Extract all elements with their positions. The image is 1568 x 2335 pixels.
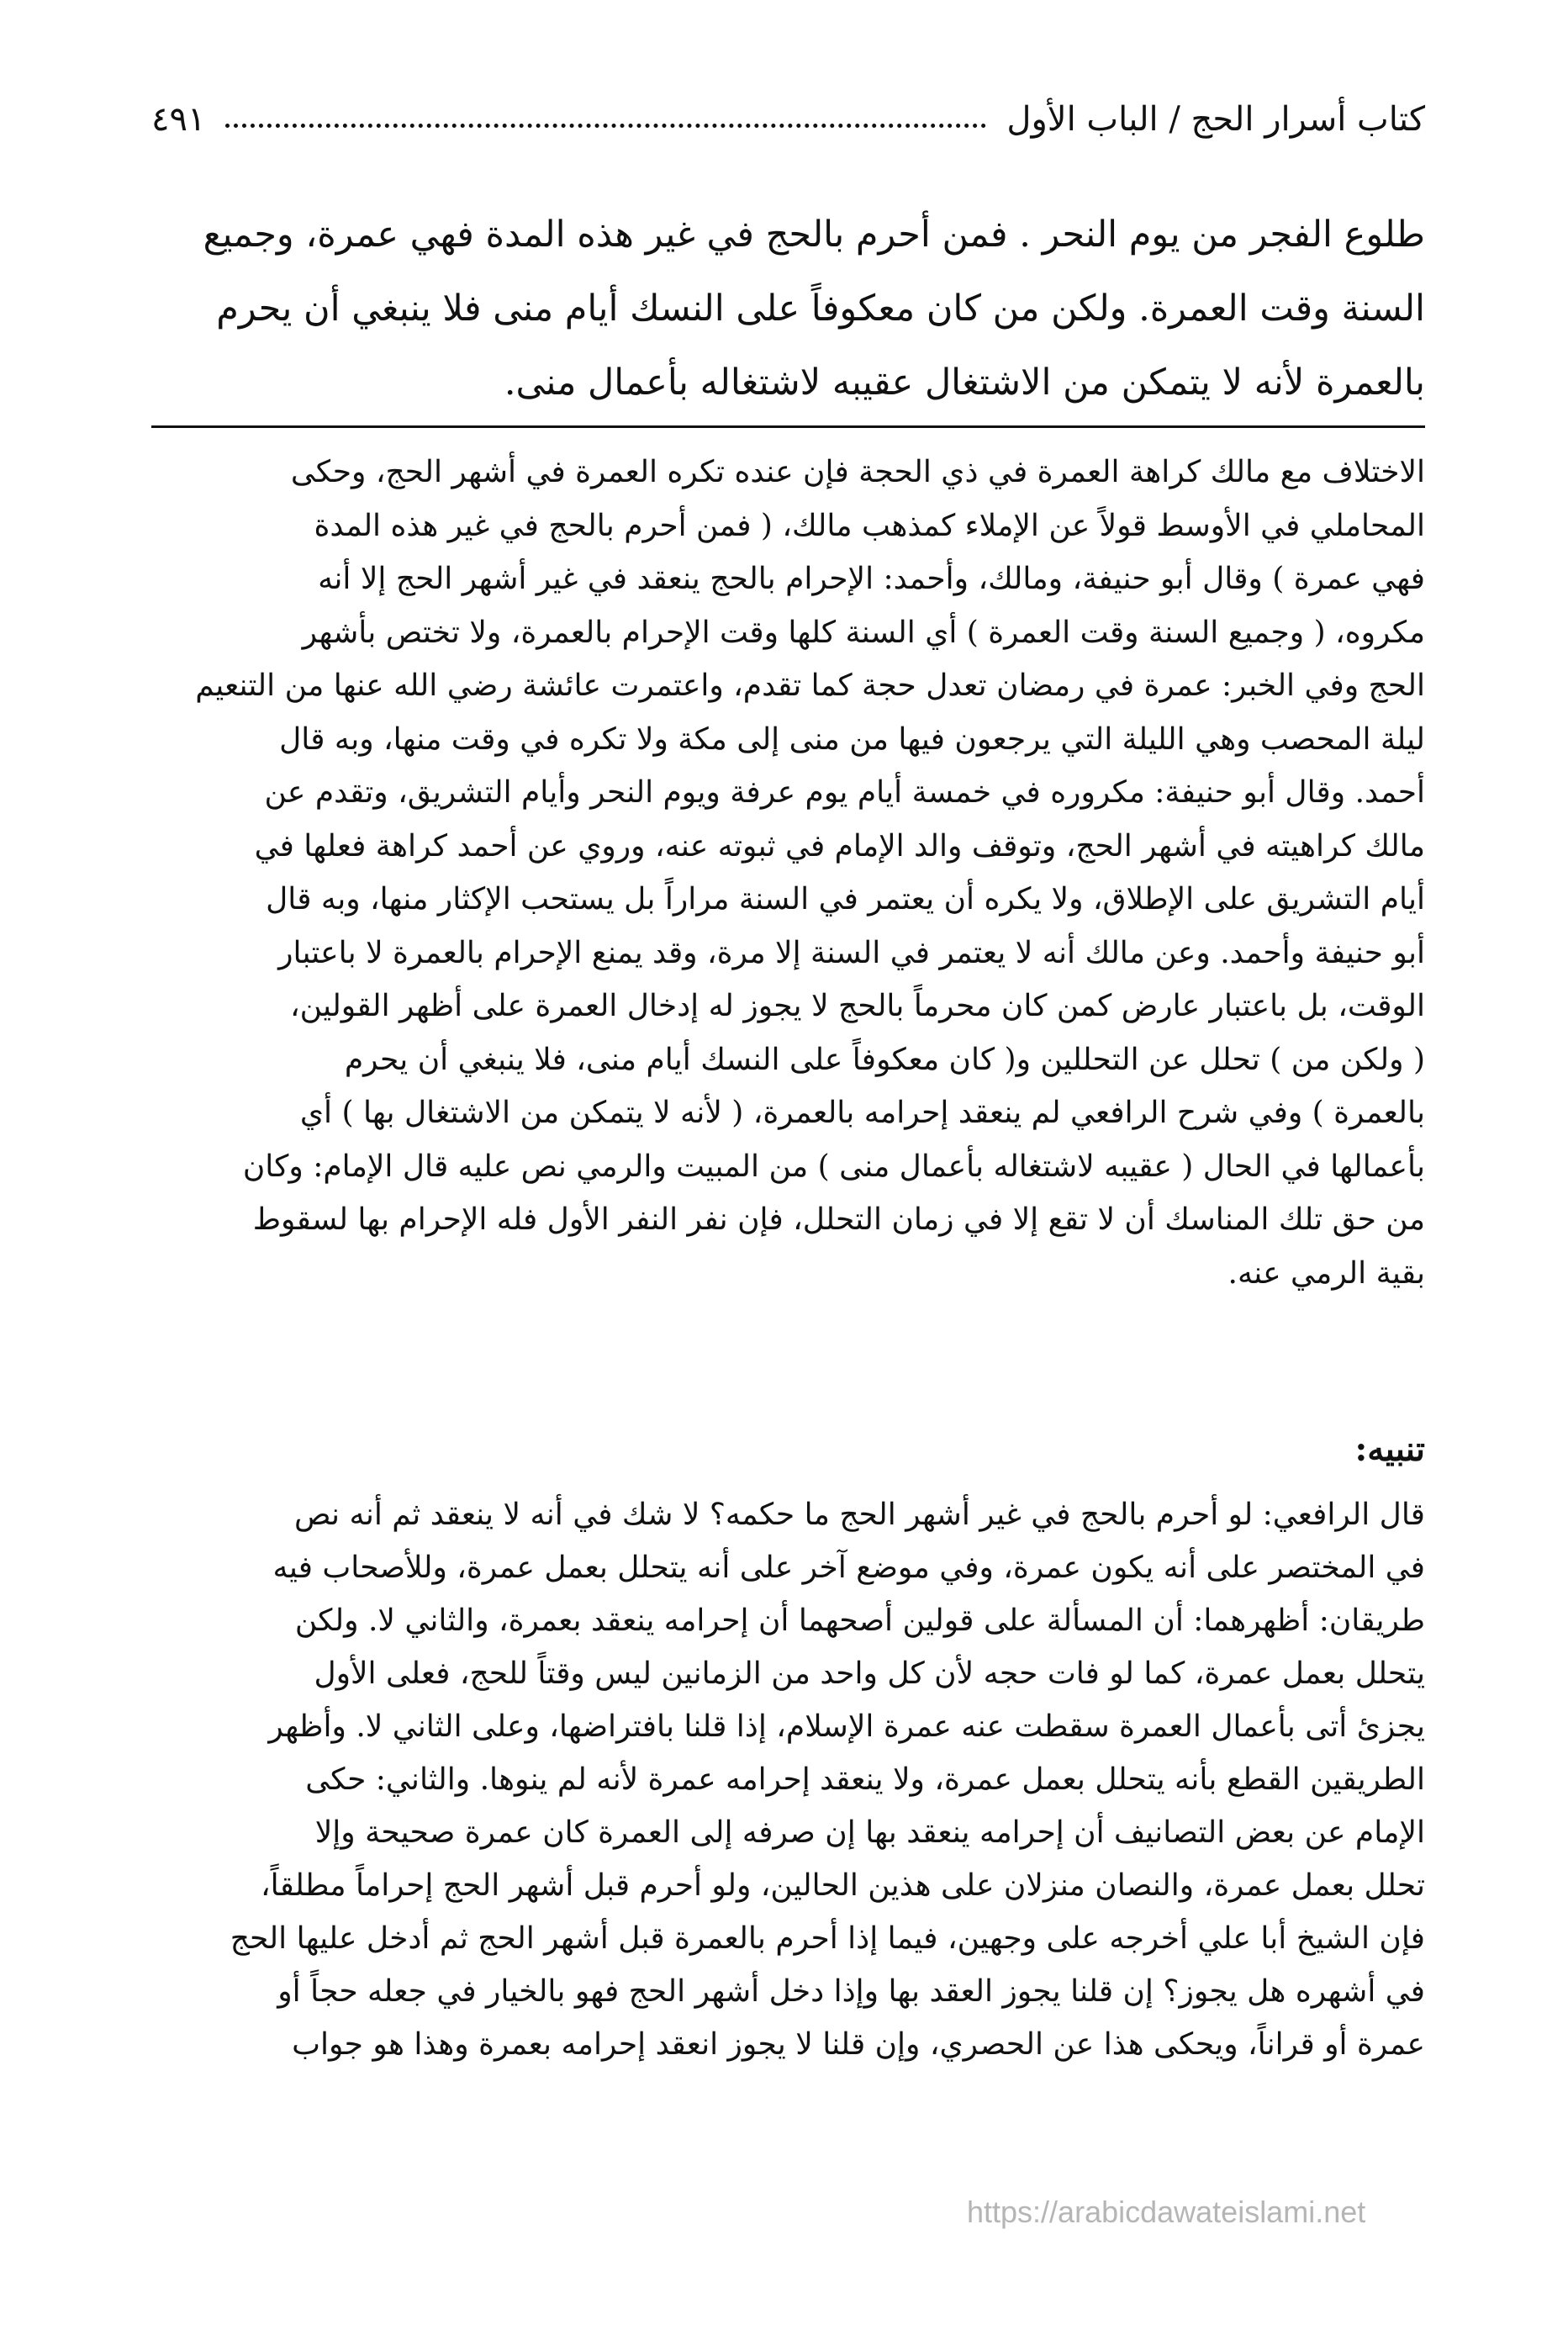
notice-line: عمرة أو قراناً، ويحكى هذا عن الحصري، وإن قلنا لا يجوز انعقد إحرامه بعمرة وهذا هو جواب: [292, 2027, 1425, 2062]
commentary-line: أبو حنيفة وأحمد. وعن مالك أنه لا يعتمر في السنة إلا مرة، وقد يمنع الإحرام بالعمرة لا باعتبار: [278, 935, 1425, 970]
commentary-line: الاختلاف مع مالك كراهة العمرة في ذي الحجة فإن عنده تكره العمرة في أشهر الحج، وحكى: [290, 455, 1425, 489]
main-text-line: بالعمرة لأنه لا يتمكن من الاشتغال عقيبه لاشتغاله بأعمال منى.: [504, 362, 1425, 404]
footnote-separator: [151, 425, 1425, 428]
notice-line: يجزئ أتى بأعمال العمرة سقطت عنه عمرة الإسلام، إذا قلنا بافتراضها، وعلى الثاني لا. وأظهر: [268, 1709, 1425, 1744]
commentary-line: مكروه، ( وجميع السنة وقت العمرة ) أي السنة كلها وقت الإحرام بالعمرة، ولا تختص بأشهر: [302, 615, 1425, 650]
notice-line: في المختصر على أنه يكون عمرة، وفي موضع آخر على أنه يتحلل بعمل عمرة، وللأصحاب فيه: [272, 1551, 1425, 1585]
notice-heading: تنبيه:: [1354, 1429, 1425, 1469]
running-title: كتاب أسرار الحج / الباب الأول: [1006, 100, 1425, 139]
main-text-block: [151, 198, 1425, 420]
notice-line: قال الرافعي: لو أحرم بالحج في غير أشهر الحج ما حكمه؟ لا شك في أنه لا ينعقد ثم أنه نص: [293, 1498, 1425, 1532]
page-number: ٤٩١: [151, 100, 206, 139]
commentary-line: الوقت، بل باعتبار عارض كمن كان محرماً بالحج لا يجوز له إدخال العمرة على أظهر القولين،: [289, 989, 1425, 1023]
commentary-line: مالك كراهيته في أشهر الحج، وتوقف والد الإمام في ثبوته عنه، وروي عن أحمد كراهة فعلها في: [254, 828, 1425, 864]
commentary-line: بالعمرة ) وفي شرح الرافعي لم ينعقد إحرامه بالعمرة، ( لأنه لا يتمكن من الاشتغال بها ) أي: [299, 1096, 1425, 1130]
page-header: [151, 94, 1425, 145]
commentary-line: من حق تلك المناسك أن لا تقع إلا في زمان التحلل، فإن نفر النفر الأول فله الإحرام بها لسقوط: [252, 1202, 1425, 1237]
notice-line: طريقان: أظهرهما: أن المسألة على قولين أصحهما أن إحرامه ينعقد بعمرة، والثاني لا. ولكن: [294, 1603, 1425, 1638]
notice-line: فإن الشيخ أبا علي أخرجه على وجهين، فيما إذا أحرم بالعمرة قبل أشهر الحج ثم أدخل عليها الحج: [230, 1921, 1425, 1956]
commentary-line: بقية الرمي عنه.: [1227, 1255, 1425, 1291]
commentary-line: أيام التشريق على الإطلاق، ولا يكره أن يعتمر في السنة مراراً بل يستحب الإكثار منها، وبه قال: [266, 882, 1425, 917]
commentary-block: [151, 446, 1425, 1300]
notice-line: في أشهره هل يجوز؟ إن قلنا يجوز العقد بها وإذا دخل أشهر الحج فهو بالخيار في جعله حجاً أو: [277, 1974, 1425, 2009]
notice-body: [151, 1488, 1425, 2071]
watermark-url: https://arabicdawateislami.net: [967, 2195, 1366, 2229]
main-text-line: السنة وقت العمرة. ولكن من كان معكوفاً على النسك أيام منى فلا ينبغي أن يحرم: [216, 288, 1425, 330]
commentary-line: فهي عمرة ) وقال أبو حنيفة، ومالك، وأحمد: الإحرام بالحج ينعقد في غير أشهر الحج إلا أنه: [318, 562, 1425, 596]
commentary-line: المحاملي في الأوسط قولاً عن الإملاء كمذهب مالك، ( فمن أحرم بالحج في غير هذه المدة: [314, 508, 1425, 543]
leader-dots: [225, 112, 986, 128]
commentary-line: بأعمالها في الحال ( عقيبه لاشتغاله بأعمال منى ) من المبيت والرمي نص عليه قال الإمام: وكان: [242, 1149, 1425, 1184]
notice-line: يتحلل بعمل عمرة، كما لو فات حجه لأن كل واحد من الزمانين ليس وقتاً للحج، فعلى الأول: [314, 1656, 1425, 1691]
commentary-line: أحمد. وقال أبو حنيفة: مكروره في خمسة أيام يوم عرفة ويوم النحر وأيام التشريق، وتقدم عن: [264, 775, 1425, 810]
notice-line: الطريقين القطع بأنه يتحلل بعمل عمرة، ولا ينعقد إحرامه عمرة لأنه لم ينوها. والثاني: حكى: [305, 1762, 1425, 1797]
commentary-line: الحج وفي الخبر: عمرة في رمضان تعدل حجة كما تقدم، واعتمرت عائشة رضي الله عنها من التنعيم: [195, 668, 1425, 703]
main-text-line: طلوع الفجر من يوم النحر . فمن أحرم بالحج في غير هذه المدة فهي عمرة، وجميع: [203, 214, 1425, 256]
notice-line: تحلل بعمل عمرة، والنصان منزلان على هذين الحالين، ولو أحرم قبل أشهر الحج إحراماً مطلقاً،: [261, 1868, 1425, 1903]
commentary-line: ( ولكن من ) تحلل عن التحللين و( كان معكوفاً على النسك أيام منى، فلا ينبغي أن يحرم: [344, 1042, 1425, 1077]
notice-line: الإمام عن بعض التصانيف أن إحرامه ينعقد بها إن صرفه إلى العمرة كان عمرة صحيحة وإلا: [314, 1815, 1425, 1850]
commentary-line: ليلة المحصب وهي الليلة التي يرجعون فيها من منى إلى مكة ولا تكره في وقت منها، وبه قال: [279, 721, 1425, 757]
